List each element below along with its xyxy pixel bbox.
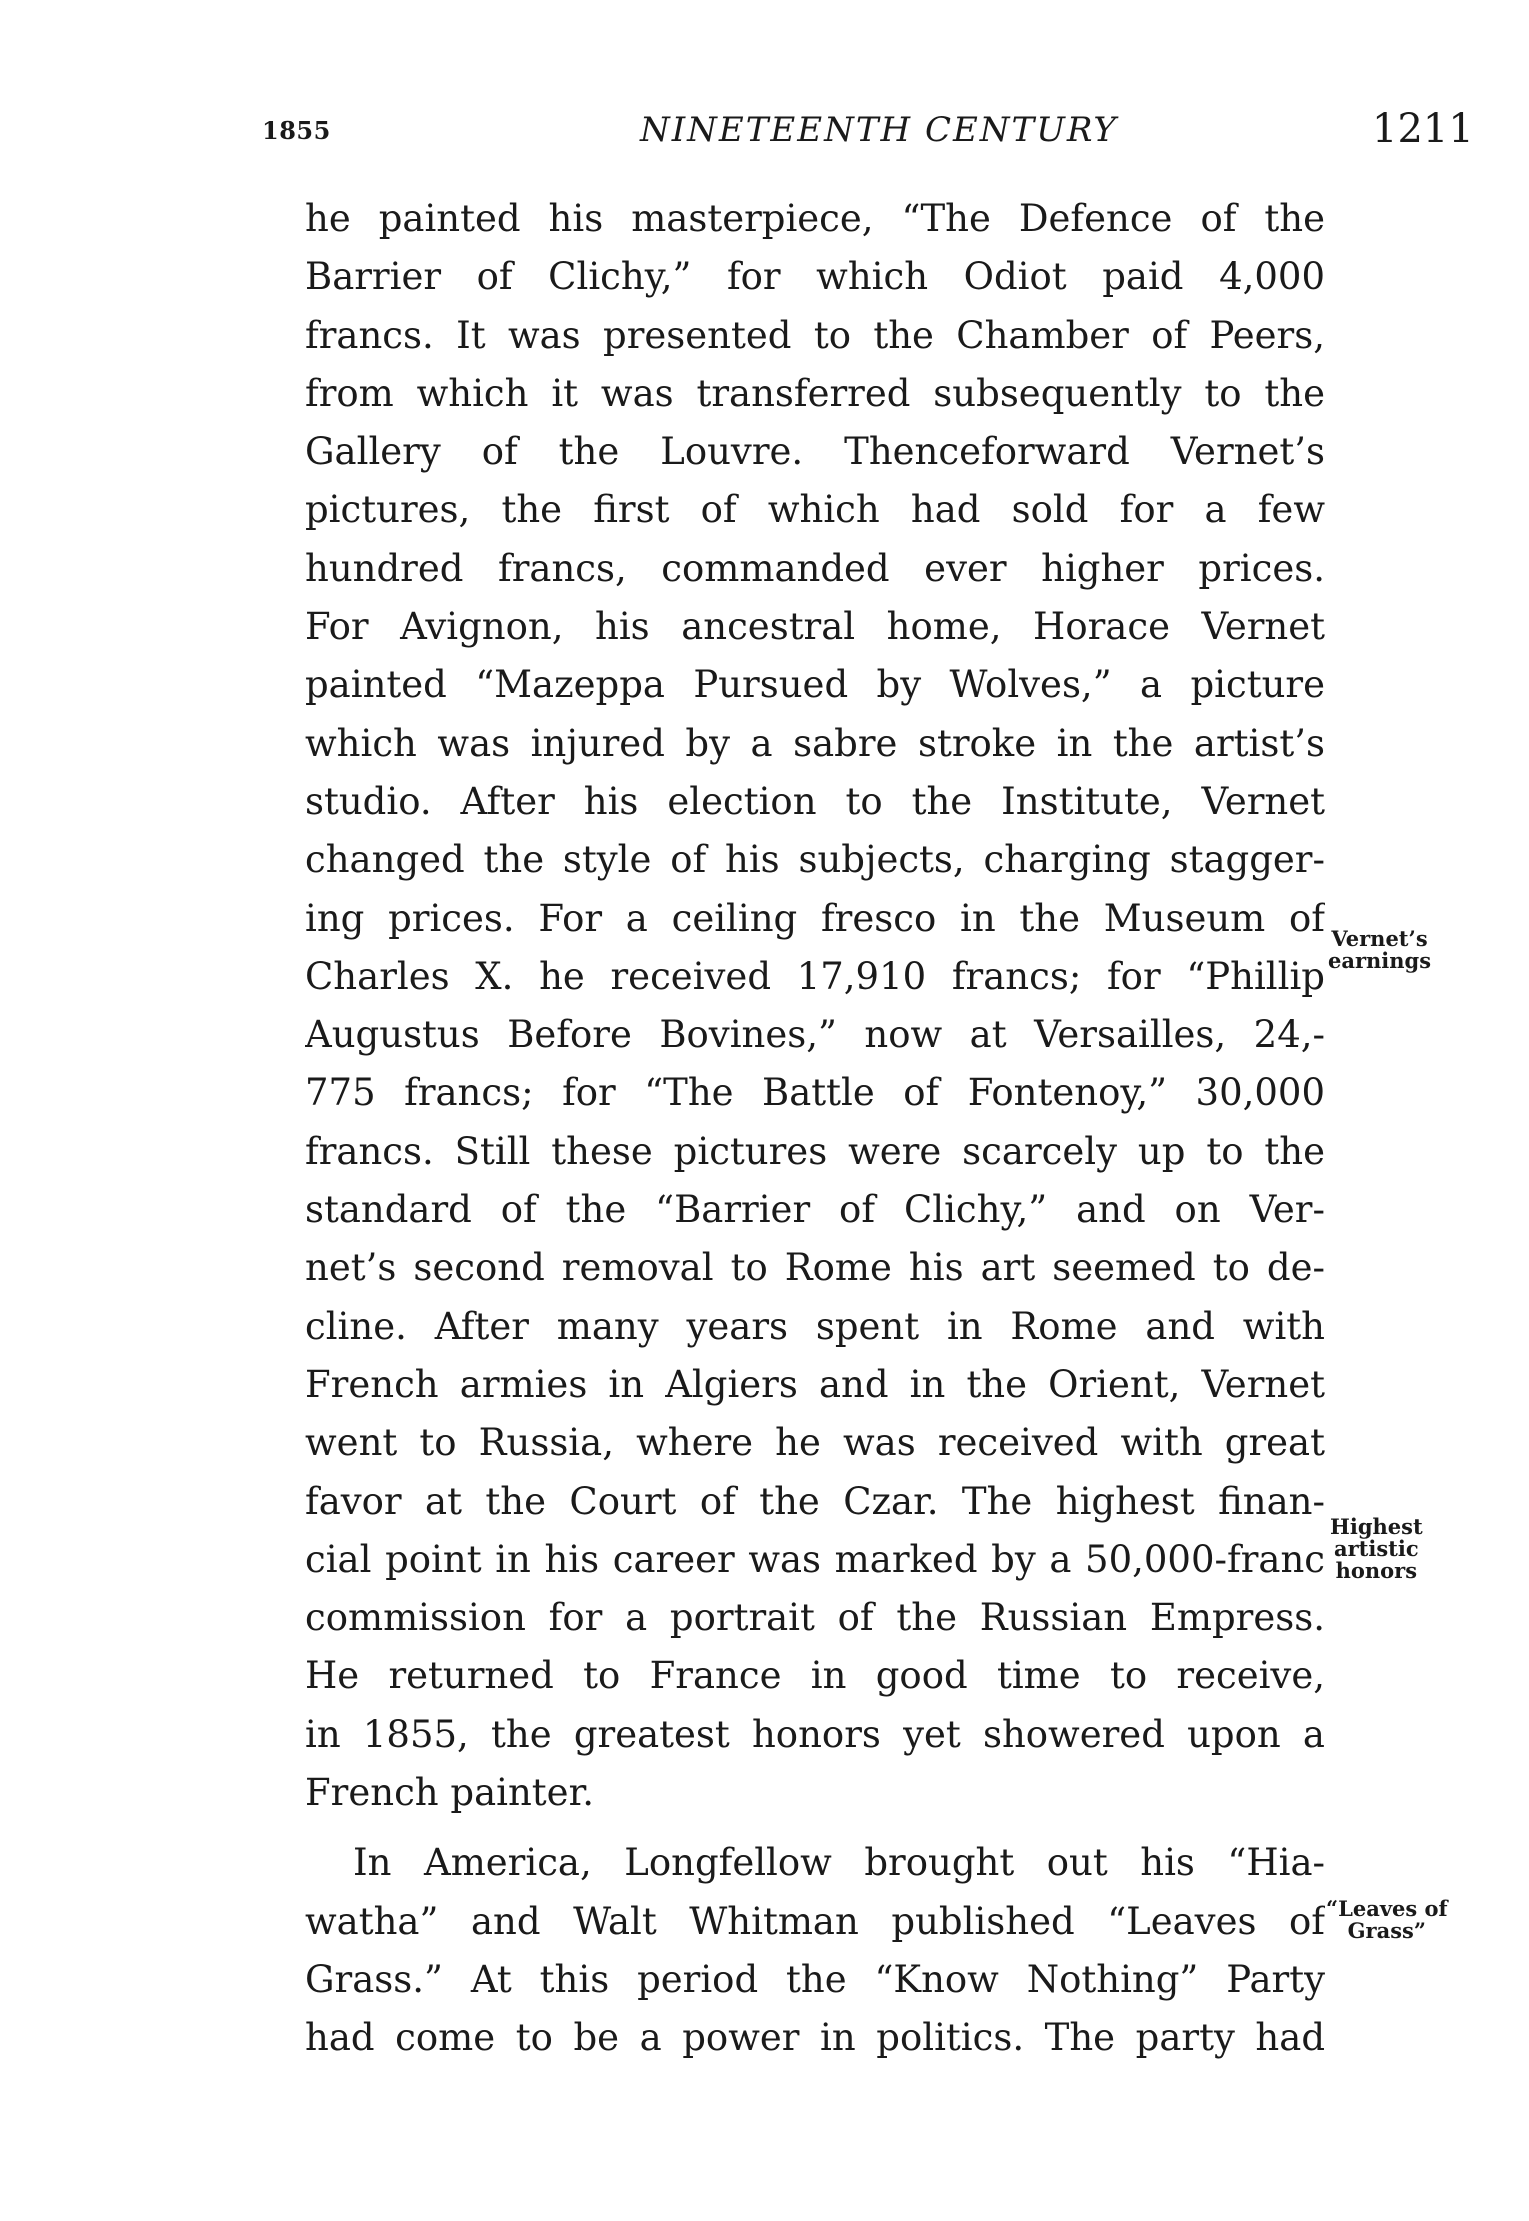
text-line: In America, Longfellow brought out his “Hia- [353,1841,1325,1885]
text-line: net’s second removal to Rome his art seemed to de- [305,1246,1325,1290]
paragraph-gap [305,1822,1325,1834]
margin-note-line: “Leaves of [1326,1896,1448,1921]
text-line: went to Russia, where he was received with great [305,1421,1325,1465]
text-line: French painter. [305,1771,594,1815]
text-line: favor at the Court of the Czar. The highest finan- [305,1479,1325,1523]
text-line: hundred francs, commanded ever higher prices. [305,546,1325,590]
margin-note-line: Vernet’s [1331,926,1428,951]
text-line: painted “Mazeppa Pursued by Wolves,” a picture [305,663,1325,707]
text-line: Grass.” At this period the “Know Nothing” Party [305,1957,1325,2001]
margin-note-line: Highest [1330,1514,1423,1539]
text-line: ing prices. For a ceiling fresco in the Museum of [305,896,1325,940]
page-number: 1211 [1372,106,1474,152]
text-line: from which it was transferred subsequently to the [305,371,1325,415]
text-line: in 1855, the greatest honors yet showered upon a [305,1712,1325,1756]
text-line: changed the style of his subjects, charging stagger- [305,838,1325,882]
text-line: francs. Still these pictures were scarcely up to the [305,1129,1325,1173]
text-line: pictures, the first of which had sold for a few [305,488,1325,532]
text-line: which was injured by a sabre stroke in the artist’s [305,721,1325,765]
margin-note-highest-artistic-honors [1330,1516,1423,1582]
text-line: Augustus Before Bovines,” now at Versailles, 24,- [305,1013,1325,1057]
text-line: watha” and Walt Whitman published “Leaves of [305,1899,1325,1943]
text-line: cline. After many years spent in Rome and with [305,1304,1325,1348]
margin-note-line: honors [1335,1558,1418,1583]
header-title: NINETEENTH CENTURY [640,110,1118,150]
text-line: He returned to France in good time to receive, [305,1654,1325,1698]
header-year: 1855 [262,116,331,145]
text-line: standard of the “Barrier of Clichy,” and on Ver- [305,1188,1325,1232]
text-line: studio. After his election to the Institute, Vernet [305,779,1325,823]
margin-note-line: Grass” [1347,1918,1426,1943]
paragraph [305,190,1325,1822]
margin-note-line: earnings [1328,948,1432,973]
text-line: commission for a portrait of the Russian Empress. [305,1596,1325,1640]
text-line: cial point in his career was marked by a 50,000-franc [305,1537,1325,1581]
text-line: 775 francs; for “The Battle of Fontenoy,” 30,000 [305,1071,1325,1115]
margin-note-vernets-earnings [1328,928,1431,972]
text-line: francs. It was presented to the Chamber of Peers, [305,313,1325,357]
running-header [0,102,1529,162]
text-line: had come to be a power in politics. The party had [305,2016,1325,2060]
text-line: French armies in Algiers and in the Orient, Vernet [305,1362,1325,1406]
text-line: Charles X. he received 17,910 francs; for “Phillip [305,954,1325,998]
paragraph [305,1834,1325,2067]
margin-note-line: artistic [1334,1536,1419,1561]
text-line: Gallery of the Louvre. Thenceforward Vernet’s [305,430,1325,474]
text-line: For Avignon, his ancestral home, Horace Vernet [305,605,1325,649]
text-line: he painted his masterpiece, “The Defence of the [305,197,1325,240]
margin-note-leaves-of-grass [1326,1898,1448,1942]
text-line: Barrier of Clichy,” for which Odiot paid 4,000 [305,255,1325,299]
body-text [305,190,1325,2068]
